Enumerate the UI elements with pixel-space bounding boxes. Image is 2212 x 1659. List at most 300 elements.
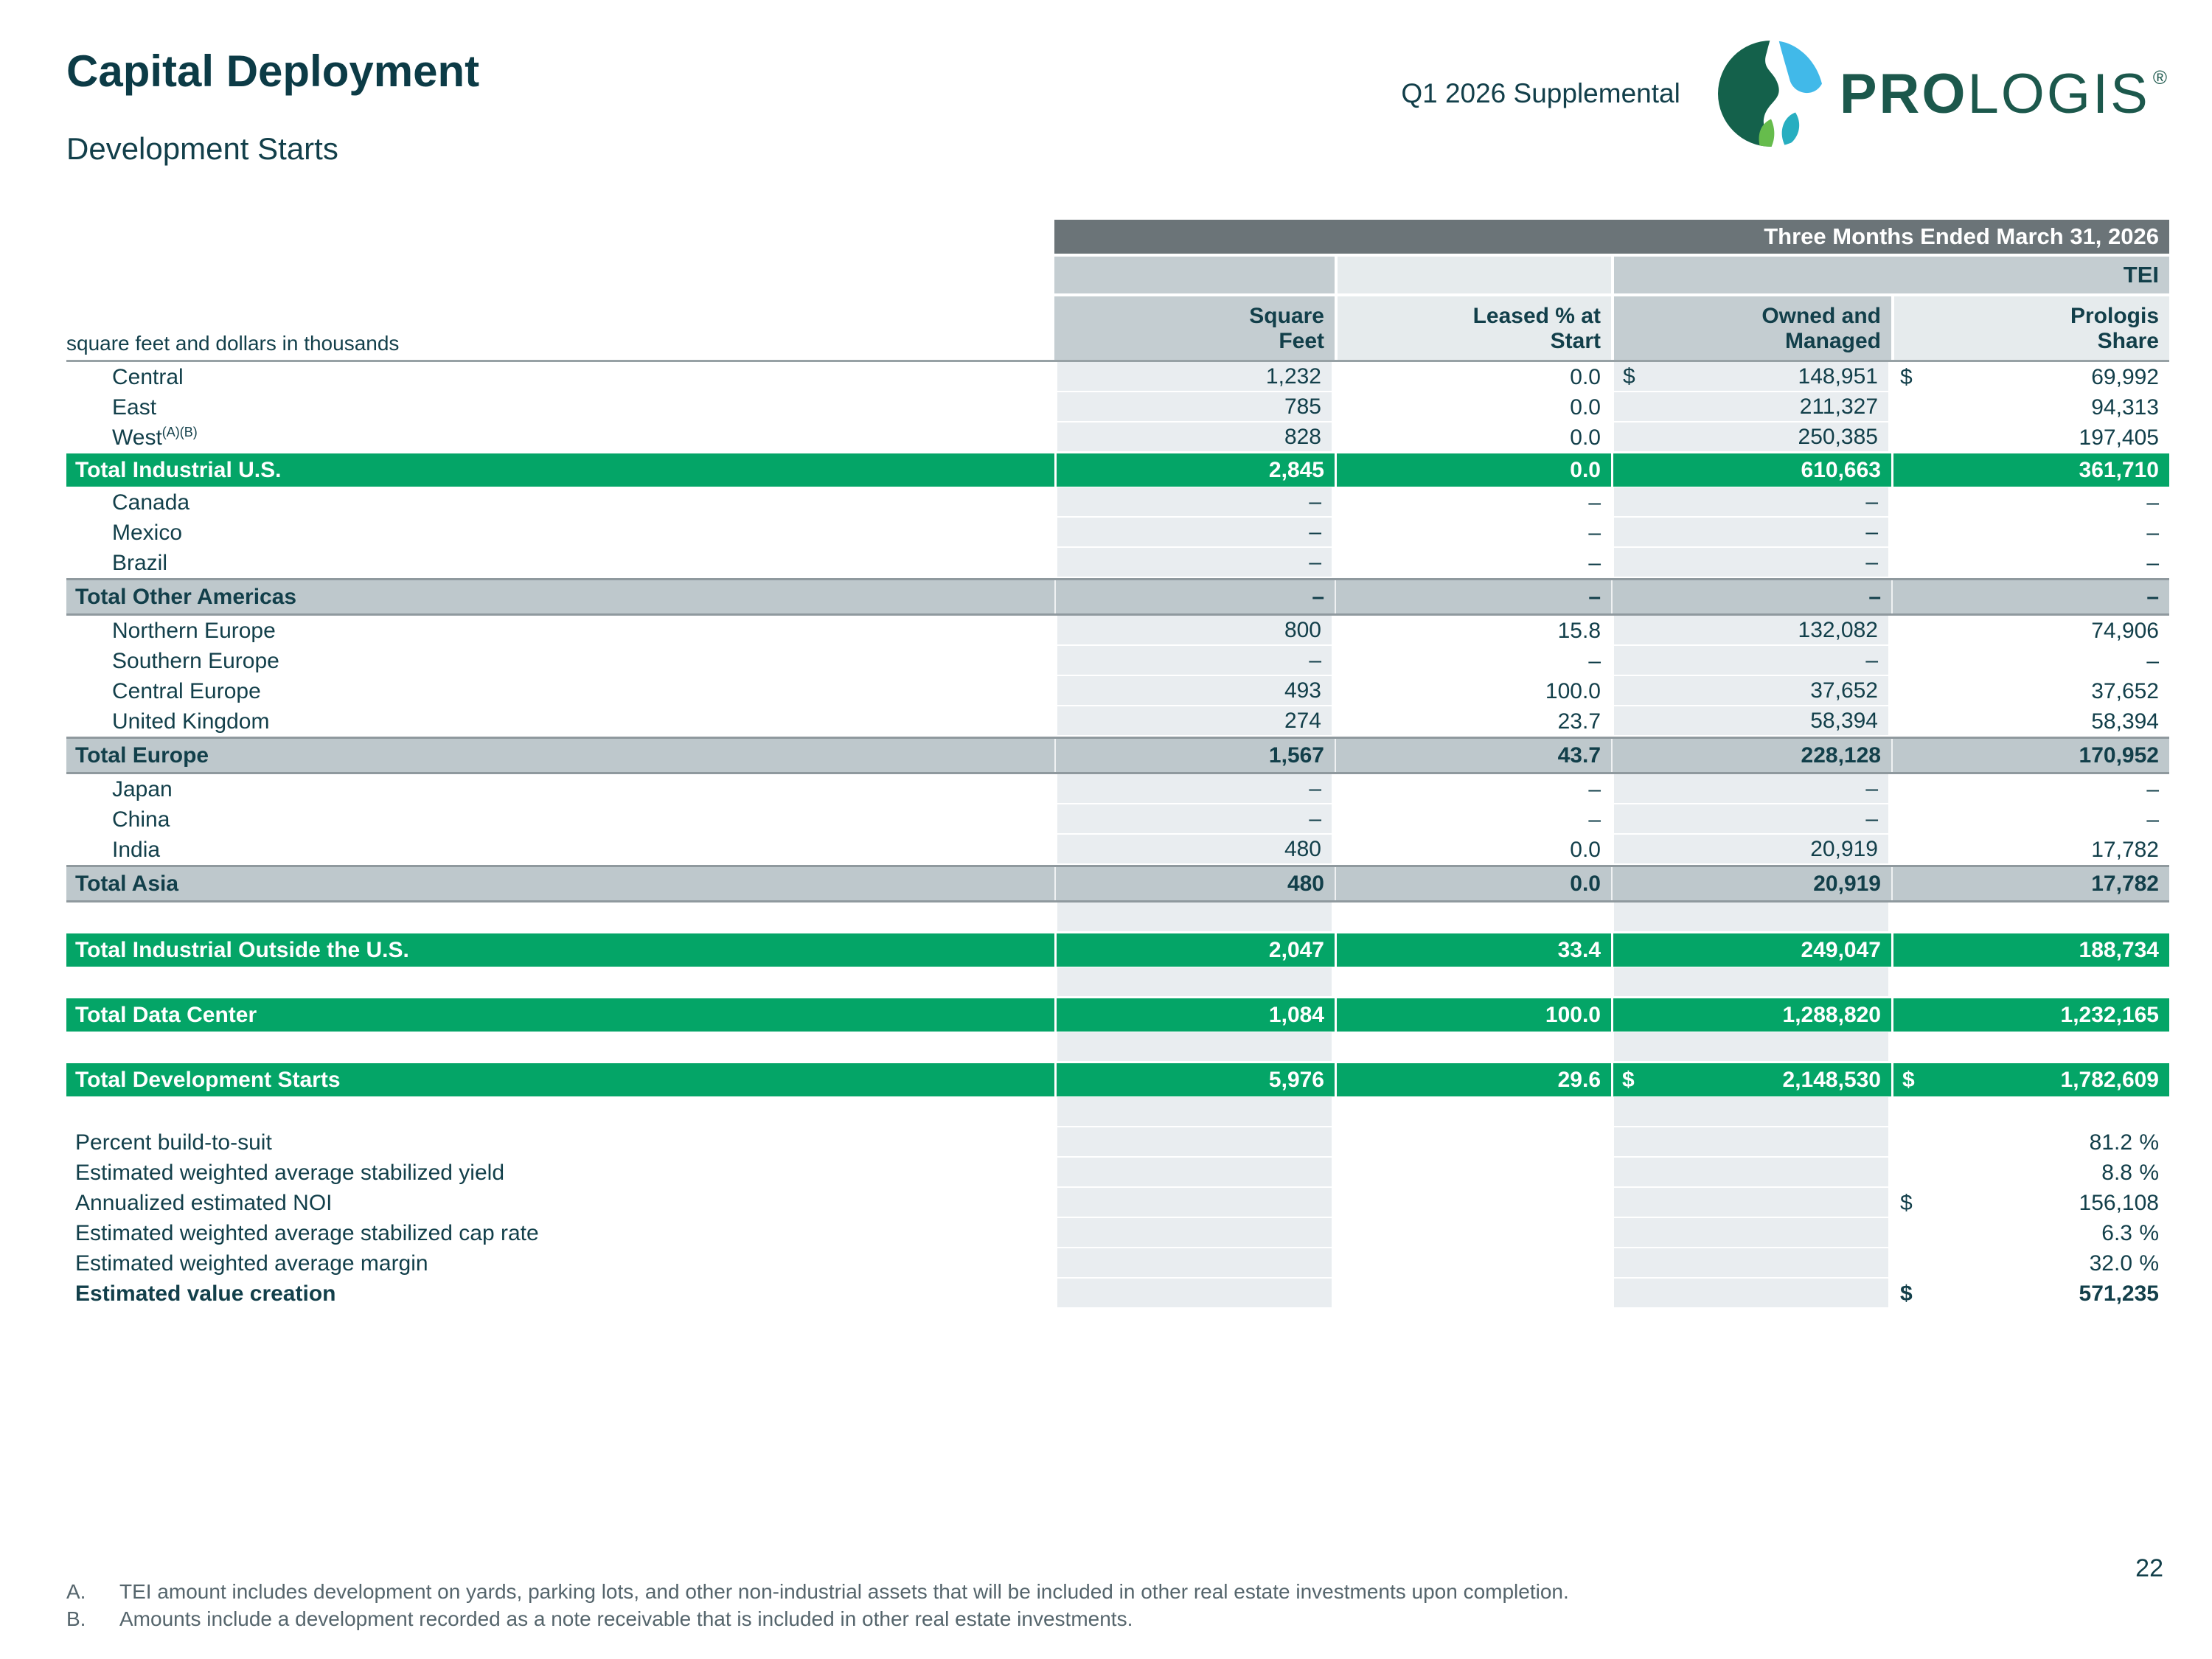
cell-value: 100.0 bbox=[1545, 1002, 1601, 1027]
cell-sqft bbox=[1054, 774, 1335, 804]
row-label: Estimated value creation bbox=[75, 1281, 336, 1306]
period-banner: Three Months Ended March 31, 2026 bbox=[1054, 220, 2169, 254]
cell-value: 188,734 bbox=[2079, 937, 2159, 962]
cell-value: 211,327 bbox=[1799, 394, 1878, 419]
col-header-line: Share bbox=[2097, 329, 2159, 353]
cell-sqft bbox=[1054, 1097, 1335, 1127]
row-label-cell bbox=[66, 487, 1054, 518]
cell-value: – bbox=[1588, 550, 1601, 575]
row-label: Total Europe bbox=[75, 742, 209, 768]
dollar-sign: $ bbox=[1622, 1067, 1635, 1092]
cell-value: – bbox=[2146, 490, 2159, 515]
cell-value: 0.0 bbox=[1570, 457, 1601, 482]
cell-value: 0.0 bbox=[1570, 837, 1601, 862]
cell-owned bbox=[1611, 1188, 1891, 1218]
cell-owned bbox=[1611, 1248, 1891, 1279]
cell-owned bbox=[1611, 392, 1891, 422]
cell-value: 1,232 bbox=[1265, 364, 1321, 389]
cell-value: – bbox=[1588, 584, 1601, 609]
cell-value: 571,235 bbox=[2079, 1281, 2159, 1306]
table-row bbox=[66, 616, 2169, 646]
row-label: Northern Europe bbox=[112, 618, 276, 643]
table-row bbox=[66, 548, 2169, 578]
table-row bbox=[66, 933, 2169, 967]
cell-share bbox=[1891, 774, 2169, 804]
footnote-text: Amounts include a development recorded as a note receivable that is included in other real estate investments. bbox=[119, 1607, 1133, 1630]
wordmark-pro: PRO bbox=[1839, 62, 1968, 125]
row-label: Central Europe bbox=[112, 678, 261, 703]
cell-value: – bbox=[1312, 584, 1324, 609]
column-header-row bbox=[66, 296, 2169, 360]
row-label: Total Asia bbox=[75, 871, 179, 896]
footnote-ref: (A)(B) bbox=[161, 424, 198, 439]
cell-leased bbox=[1335, 1127, 1611, 1158]
cell-value: – bbox=[1309, 549, 1321, 574]
cell-owned bbox=[1611, 518, 1891, 548]
dollar-sign: $ bbox=[1900, 1190, 1913, 1215]
cell-leased bbox=[1335, 518, 1611, 548]
cell-value: 81.2 bbox=[2089, 1130, 2132, 1155]
cell-owned bbox=[1611, 646, 1891, 676]
row-label-cell bbox=[66, 1218, 1054, 1248]
tei-band-sqft bbox=[1054, 257, 1335, 293]
row-label-cell bbox=[66, 1248, 1054, 1279]
table-row bbox=[66, 1218, 2169, 1248]
cell-leased bbox=[1335, 1158, 1611, 1188]
cell-owned bbox=[1611, 422, 1891, 453]
table-row bbox=[66, 1063, 2169, 1096]
cell-sqft bbox=[1054, 933, 1335, 967]
cell-owned bbox=[1611, 1097, 1891, 1127]
col-header-share bbox=[1891, 296, 2169, 360]
row-label: Total Industrial Outside the U.S. bbox=[75, 937, 409, 962]
cell-share bbox=[1891, 1097, 2169, 1127]
cell-leased bbox=[1335, 706, 1611, 737]
cell-share bbox=[1891, 1188, 2169, 1218]
cell-sqft bbox=[1054, 1032, 1335, 1062]
registered-mark: ® bbox=[2152, 66, 2169, 88]
supplemental-label: Q1 2026 Supplemental bbox=[1401, 78, 1680, 108]
cell-owned bbox=[1611, 1063, 1891, 1096]
percent-sign: % bbox=[2139, 1220, 2159, 1245]
table-row bbox=[66, 1248, 2169, 1279]
table-row bbox=[66, 676, 2169, 706]
cell-leased bbox=[1335, 967, 1611, 998]
cell-value: 43.7 bbox=[1557, 742, 1601, 768]
cell-value: – bbox=[1865, 776, 1878, 801]
banner-spacer bbox=[66, 220, 1054, 254]
row-label: Total Other Americas bbox=[75, 584, 297, 609]
cell-owned bbox=[1611, 362, 1891, 392]
cell-owned bbox=[1611, 706, 1891, 737]
table-row bbox=[66, 1188, 2169, 1218]
cell-owned bbox=[1611, 580, 1891, 613]
cell-share bbox=[1891, 804, 2169, 835]
cell-share bbox=[1891, 453, 2169, 487]
cell-sqft bbox=[1054, 1158, 1335, 1188]
cell-owned bbox=[1611, 867, 1891, 900]
cell-owned bbox=[1611, 453, 1891, 487]
cell-leased bbox=[1335, 422, 1611, 453]
cell-owned bbox=[1611, 676, 1891, 706]
row-label-cell bbox=[66, 1097, 1054, 1127]
cell-leased bbox=[1335, 616, 1611, 646]
cell-sqft bbox=[1054, 453, 1335, 487]
cell-value: – bbox=[1865, 647, 1878, 672]
cell-sqft bbox=[1054, 998, 1335, 1032]
cell-owned bbox=[1611, 967, 1891, 998]
col-header-owned bbox=[1611, 296, 1891, 360]
footnote-b bbox=[66, 1605, 1569, 1632]
cell-share bbox=[1891, 1032, 2169, 1062]
cell-share bbox=[1891, 967, 2169, 998]
cell-value: 1,782,609 bbox=[2060, 1067, 2159, 1092]
percent-sign: % bbox=[2139, 1160, 2159, 1185]
row-label-cell bbox=[66, 998, 1054, 1032]
row-label-cell bbox=[66, 1158, 1054, 1188]
cell-value: 17,782 bbox=[2091, 871, 2159, 896]
row-label: West$^{(A)(B)}$ bbox=[112, 424, 198, 450]
cell-value: 33.4 bbox=[1557, 937, 1601, 962]
footnote-marker: B. bbox=[66, 1607, 86, 1630]
cell-share bbox=[1891, 422, 2169, 453]
cell-owned bbox=[1611, 933, 1891, 967]
col-header-line: Start bbox=[1550, 329, 1601, 353]
cell-value: 785 bbox=[1284, 394, 1321, 419]
header-right bbox=[1401, 38, 2169, 149]
cell-value: 74,906 bbox=[2091, 618, 2159, 643]
cell-sqft bbox=[1054, 548, 1335, 578]
cell-share bbox=[1891, 1127, 2169, 1158]
cell-share bbox=[1891, 1279, 2169, 1309]
cell-owned bbox=[1611, 1279, 1891, 1309]
cell-owned bbox=[1611, 616, 1891, 646]
cell-value: – bbox=[1309, 489, 1321, 514]
cell-value: 249,047 bbox=[1801, 937, 1881, 962]
cell-value: 1,232,165 bbox=[2060, 1002, 2159, 1027]
cell-leased bbox=[1335, 739, 1611, 772]
col-header-line: Owned and bbox=[1761, 304, 1881, 328]
cell-leased bbox=[1335, 676, 1611, 706]
cell-value: – bbox=[1588, 648, 1601, 673]
cell-value: 800 bbox=[1284, 617, 1321, 642]
table-row bbox=[66, 998, 2169, 1032]
table-row bbox=[66, 392, 2169, 422]
cell-value: 29.6 bbox=[1557, 1067, 1601, 1092]
row-label: India bbox=[112, 837, 161, 862]
cell-owned bbox=[1611, 998, 1891, 1032]
footnotes bbox=[66, 1578, 1569, 1632]
table-row bbox=[66, 646, 2169, 676]
cell-value: 8.8 bbox=[2101, 1160, 2132, 1185]
cell-leased bbox=[1335, 867, 1611, 900]
cell-value: 1,084 bbox=[1268, 1002, 1324, 1027]
cell-value: 610,663 bbox=[1801, 457, 1881, 482]
tei-row bbox=[66, 257, 2169, 293]
cell-share bbox=[1891, 867, 2169, 900]
row-label-cell bbox=[66, 616, 1054, 646]
row-label-cell bbox=[66, 548, 1054, 578]
page-title: Capital Deployment bbox=[66, 46, 480, 96]
table-row bbox=[66, 1097, 2169, 1127]
col-header-line: Managed bbox=[1784, 329, 1881, 353]
cell-owned bbox=[1611, 1218, 1891, 1248]
cell-value: 197,405 bbox=[2079, 425, 2159, 450]
prologis-wordmark bbox=[1840, 62, 2169, 126]
cell-leased bbox=[1335, 580, 1611, 613]
cell-sqft bbox=[1054, 1218, 1335, 1248]
cell-value: – bbox=[1309, 776, 1321, 801]
cell-leased bbox=[1335, 933, 1611, 967]
cell-value: 0.0 bbox=[1570, 871, 1601, 896]
row-label-cell bbox=[66, 1032, 1054, 1062]
dollar-sign: $ bbox=[1900, 1281, 1913, 1306]
row-label: United Kingdom bbox=[112, 709, 270, 734]
cell-value: 1,567 bbox=[1268, 742, 1324, 768]
cell-value: 228,128 bbox=[1801, 742, 1881, 768]
cell-leased bbox=[1335, 804, 1611, 835]
col-header-leased bbox=[1335, 296, 1611, 360]
cell-value: 58,394 bbox=[1810, 708, 1878, 733]
cell-share bbox=[1891, 580, 2169, 613]
row-label-cell bbox=[66, 362, 1054, 392]
row-label: Total Development Starts bbox=[75, 1067, 341, 1092]
prologis-logo bbox=[1716, 38, 2169, 149]
table-row bbox=[66, 487, 2169, 518]
cell-value: 0.0 bbox=[1570, 394, 1601, 420]
row-label-cell bbox=[66, 739, 1054, 772]
table-row bbox=[66, 902, 2169, 933]
cell-value: 15.8 bbox=[1557, 618, 1601, 643]
col-header-line: Square bbox=[1249, 304, 1324, 328]
cell-sqft bbox=[1054, 804, 1335, 835]
cell-value: – bbox=[1865, 519, 1878, 544]
cell-value: 480 bbox=[1287, 871, 1324, 896]
cell-value: 37,652 bbox=[2091, 678, 2159, 703]
cell-sqft bbox=[1054, 706, 1335, 737]
row-label-cell bbox=[66, 646, 1054, 676]
cell-value: 6.3 bbox=[2101, 1220, 2132, 1245]
cell-leased bbox=[1335, 1063, 1611, 1096]
cell-share bbox=[1891, 616, 2169, 646]
cell-share bbox=[1891, 902, 2169, 933]
cell-owned bbox=[1611, 1032, 1891, 1062]
cell-owned bbox=[1611, 774, 1891, 804]
cell-owned bbox=[1611, 1127, 1891, 1158]
table-row bbox=[66, 422, 2169, 453]
cell-sqft bbox=[1054, 835, 1335, 865]
cell-leased bbox=[1335, 646, 1611, 676]
table-row bbox=[66, 1127, 2169, 1158]
units-note-text: square feet and dollars in thousands bbox=[66, 332, 400, 355]
cell-value: – bbox=[2146, 520, 2159, 545]
cell-sqft bbox=[1054, 646, 1335, 676]
cell-leased bbox=[1335, 1032, 1611, 1062]
row-label: Annualized estimated NOI bbox=[75, 1190, 333, 1215]
cell-value: 37,652 bbox=[1810, 678, 1878, 703]
cell-sqft bbox=[1054, 580, 1335, 613]
cell-sqft bbox=[1054, 676, 1335, 706]
cell-share bbox=[1891, 676, 2169, 706]
cell-owned bbox=[1611, 902, 1891, 933]
cell-share bbox=[1891, 1158, 2169, 1188]
cell-leased bbox=[1335, 362, 1611, 392]
cell-value: 480 bbox=[1284, 836, 1321, 861]
row-label-cell bbox=[66, 422, 1054, 453]
cell-value: – bbox=[2146, 648, 2159, 673]
row-label: Estimated weighted average margin bbox=[75, 1251, 428, 1276]
page-subtitle: Development Starts bbox=[66, 131, 338, 166]
cell-value: 2,845 bbox=[1268, 457, 1324, 482]
cell-sqft bbox=[1054, 362, 1335, 392]
row-label-cell bbox=[66, 518, 1054, 548]
cell-value: 20,919 bbox=[1810, 836, 1878, 861]
cell-value: – bbox=[1588, 807, 1601, 832]
cell-value: 20,919 bbox=[1813, 871, 1881, 896]
cell-value: 1,288,820 bbox=[1782, 1002, 1881, 1027]
row-label-cell bbox=[66, 1188, 1054, 1218]
row-label: Total Industrial U.S. bbox=[75, 457, 282, 482]
cell-sqft bbox=[1054, 967, 1335, 998]
table-row bbox=[66, 737, 2169, 774]
cell-sqft bbox=[1054, 1248, 1335, 1279]
cell-value: – bbox=[1309, 806, 1321, 831]
cell-share bbox=[1891, 487, 2169, 518]
cell-share bbox=[1891, 998, 2169, 1032]
cell-leased bbox=[1335, 902, 1611, 933]
percent-sign: % bbox=[2139, 1130, 2159, 1155]
cell-share bbox=[1891, 739, 2169, 772]
row-label-cell bbox=[66, 804, 1054, 835]
cell-sqft bbox=[1054, 1127, 1335, 1158]
row-label-cell bbox=[66, 706, 1054, 737]
cell-value: – bbox=[1309, 647, 1321, 672]
cell-leased bbox=[1335, 453, 1611, 487]
cell-share bbox=[1891, 1218, 2169, 1248]
cell-value: 170,952 bbox=[2079, 742, 2159, 768]
cell-value: – bbox=[1868, 584, 1881, 609]
cell-value: 17,782 bbox=[2091, 837, 2159, 862]
row-label: Mexico bbox=[112, 520, 183, 545]
cell-owned bbox=[1611, 739, 1891, 772]
cell-value: – bbox=[1865, 549, 1878, 574]
cell-share bbox=[1891, 706, 2169, 737]
cell-sqft bbox=[1054, 422, 1335, 453]
row-label: Percent build-to-suit bbox=[75, 1130, 272, 1155]
cell-sqft bbox=[1054, 1188, 1335, 1218]
cell-sqft bbox=[1054, 518, 1335, 548]
row-label: East bbox=[112, 394, 157, 420]
table-row bbox=[66, 1032, 2169, 1062]
table-body bbox=[66, 362, 2169, 1309]
cell-value: 58,394 bbox=[2091, 709, 2159, 734]
cell-value: 493 bbox=[1284, 678, 1321, 703]
cell-value: – bbox=[1865, 806, 1878, 831]
cell-value: 5,976 bbox=[1268, 1067, 1324, 1092]
col-header-line: Leased % at bbox=[1472, 304, 1601, 328]
globe-logo-icon bbox=[1716, 38, 1826, 149]
tei-label: TEI bbox=[2123, 262, 2159, 288]
col-header-line: Feet bbox=[1279, 329, 1324, 353]
table-row bbox=[66, 804, 2169, 835]
cell-leased bbox=[1335, 1097, 1611, 1127]
table-row bbox=[66, 1158, 2169, 1188]
wordmark-logis: LOGIS bbox=[1967, 62, 2150, 125]
table-row bbox=[66, 362, 2169, 392]
tei-band-leased bbox=[1335, 257, 1611, 293]
cell-value: 274 bbox=[1284, 708, 1321, 733]
cell-share bbox=[1891, 933, 2169, 967]
cell-value: – bbox=[1588, 520, 1601, 545]
cell-owned bbox=[1611, 548, 1891, 578]
cell-value: – bbox=[2146, 807, 2159, 832]
cell-share bbox=[1891, 362, 2169, 392]
row-label-cell bbox=[66, 1279, 1054, 1309]
row-label: Total Data Center bbox=[75, 1002, 257, 1027]
dollar-sign: $ bbox=[1623, 364, 1635, 389]
row-label-cell bbox=[66, 867, 1054, 900]
cell-value: – bbox=[2146, 584, 2159, 609]
cell-leased bbox=[1335, 835, 1611, 865]
cell-sqft bbox=[1054, 739, 1335, 772]
cell-value: 148,951 bbox=[1798, 364, 1878, 389]
row-label-cell bbox=[66, 835, 1054, 865]
cell-share bbox=[1891, 548, 2169, 578]
cell-value: 94,313 bbox=[2091, 394, 2159, 420]
table-row bbox=[66, 578, 2169, 616]
row-label: Central bbox=[112, 364, 184, 389]
row-label-cell bbox=[66, 967, 1054, 998]
cell-owned bbox=[1611, 1158, 1891, 1188]
cell-sqft bbox=[1054, 392, 1335, 422]
development-starts-table bbox=[66, 220, 2169, 1309]
cell-leased bbox=[1335, 774, 1611, 804]
cell-value: – bbox=[1588, 490, 1601, 515]
tei-band bbox=[1611, 257, 2169, 293]
cell-value: 2,148,530 bbox=[1782, 1067, 1881, 1092]
percent-sign: % bbox=[2139, 1251, 2159, 1276]
cell-value: 250,385 bbox=[1798, 424, 1878, 449]
cell-leased bbox=[1335, 998, 1611, 1032]
row-label: Estimated weighted average stabilized cap rate bbox=[75, 1220, 539, 1245]
table-row bbox=[66, 1279, 2169, 1309]
cell-leased bbox=[1335, 487, 1611, 518]
cell-sqft bbox=[1054, 902, 1335, 933]
cell-leased bbox=[1335, 548, 1611, 578]
row-label-cell bbox=[66, 1127, 1054, 1158]
cell-value: 132,082 bbox=[1798, 617, 1878, 642]
cell-value: 69,992 bbox=[2091, 364, 2159, 389]
cell-value: 32.0 bbox=[2089, 1251, 2132, 1276]
col-header-line: Prologis bbox=[2070, 304, 2159, 328]
dollar-sign: $ bbox=[1900, 364, 1913, 389]
cell-share bbox=[1891, 835, 2169, 865]
row-label-cell bbox=[66, 580, 1054, 613]
cell-share bbox=[1891, 1063, 2169, 1096]
row-label-cell bbox=[66, 453, 1054, 487]
table-row bbox=[66, 774, 2169, 804]
cell-leased bbox=[1335, 392, 1611, 422]
cell-owned bbox=[1611, 487, 1891, 518]
cell-leased bbox=[1335, 1279, 1611, 1309]
cell-value: – bbox=[2146, 550, 2159, 575]
cell-value: 361,710 bbox=[2079, 457, 2159, 482]
table-row bbox=[66, 518, 2169, 548]
cell-value: – bbox=[1865, 489, 1878, 514]
cell-value: – bbox=[2146, 776, 2159, 801]
footnote-marker: A. bbox=[66, 1580, 86, 1603]
footnote-text: TEI amount includes development on yards, parking lots, and other non-industrial assets that will be included in other real estate investments upon completion. bbox=[119, 1580, 1569, 1603]
